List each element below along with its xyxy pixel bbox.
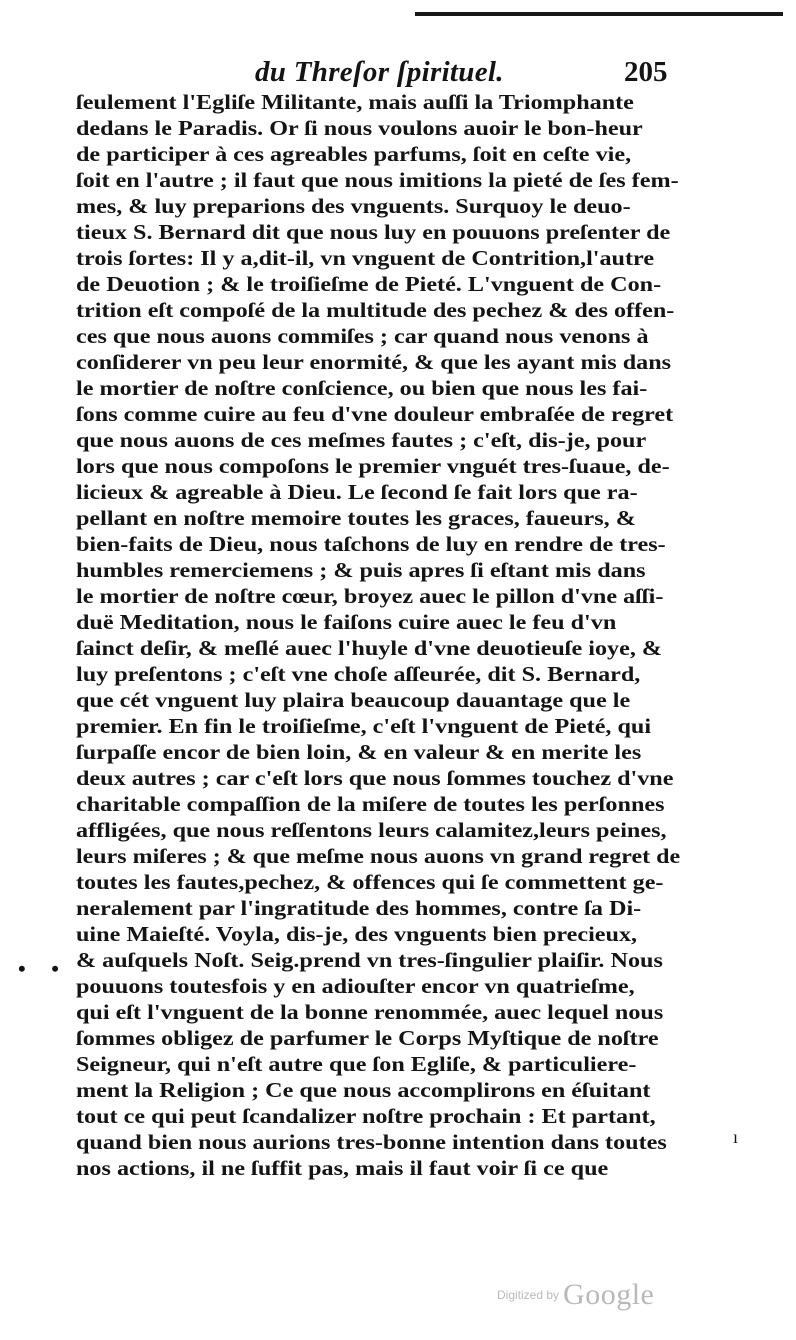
watermark-brand: Google: [563, 1278, 655, 1311]
text-line: bien-faits de Dieu, nous taſchons de luy en rendre de tres-: [76, 532, 666, 556]
text-line: trition eſt compoſé de la multitude des pechez & des offen-: [76, 298, 675, 322]
text-line: luy preſentons ; c'eſt vne choſe aſſeurée, dit S. Bernard,: [76, 662, 641, 686]
digitization-watermark: [497, 1278, 654, 1312]
text-line: ſoit en l'autre ; il faut que nous imitions la pieté de ſes fem-: [76, 168, 679, 192]
top-rule: [415, 12, 783, 16]
text-line: que cét vnguent luy plaira beaucoup dauantage que le: [76, 688, 631, 712]
text-line: deux autres ; car c'eſt lors que nous ſommes touchez d'vne: [76, 766, 674, 790]
text-line: charitable compaſſion de la miſere de toutes les perſonnes: [76, 792, 665, 816]
page-header: [0, 48, 796, 94]
text-line: ſons comme cuire au feu d'vne douleur embraſée de regret: [76, 402, 674, 426]
text-line: pellant en noſtre memoire toutes les graces, faueurs, &: [76, 506, 636, 530]
text-line: dedans le Paradis. Or ſi nous voulons auoir le bon-heur: [76, 116, 643, 140]
text-line: le mortier de noſtre cœur, broyez auec le pillon d'vne aſſi-: [76, 584, 664, 608]
watermark-prefix: Digitized by: [497, 1288, 560, 1302]
text-line: de Deuotion ; & le troiſieſme de Pieté. L'vnguent de Con-: [76, 272, 662, 296]
text-line: ſeulement l'Egliſe Militante, mais auſſi la Triomphante: [76, 90, 634, 114]
text-line: toutes les fautes,pechez, & offences qui ſe commettent ge-: [76, 870, 664, 894]
text-line: pouuons toutesfois y en adiouſter encor vn quatrieſme,: [76, 974, 635, 998]
text-line: & auſquels Noſt. Seig.prend vn tres-ſingulier plaiſir. Nous: [76, 948, 663, 972]
text-line: Seigneur, qui n'eſt autre que ſon Egliſe, & particuliere-: [76, 1052, 637, 1076]
text-line: duë Meditation, nous le faiſons cuire auec le feu d'vn: [76, 610, 617, 634]
text-line: nos actions, il ne ſuffit pas, mais il faut voir ſi ce que: [76, 1156, 609, 1180]
text-line: ſurpaſſe encor de bien loin, & en valeur & en merite les: [76, 740, 642, 764]
text-line: le mortier de noſtre conſcience, ou bien que nous les fai-: [76, 376, 648, 400]
text-line: neralement par l'ingratitude des hommes, contre ſa Di-: [76, 896, 642, 920]
page-number: 205: [624, 56, 668, 88]
text-line: leurs miſeres ; & que meſme nous auons vn grand regret de: [76, 844, 681, 868]
text-line: conſiderer vn peu leur enormité, & que les ayant mis dans: [76, 350, 672, 374]
text-line: trois ſortes: Il y a,dit-il, vn vnguent de Contrition,l'autre: [76, 246, 655, 270]
text-line: mes, & luy preparions des vnguents. Surquoy le deuo-: [76, 194, 631, 218]
text-line: tout ce qui peut ſcandalizer noſtre prochain : Et partant,: [76, 1104, 656, 1128]
text-line: licieux & agreable à Dieu. Le ſecond ſe fait lors que ra-: [76, 480, 638, 504]
text-line: que nous auons de ces meſmes fautes ; c'eſt, dis-je, pour: [76, 428, 647, 452]
text-line: humbles remerciemens ; & puis apres ſi eſtant mis dans: [76, 558, 646, 582]
running-title: du Threſor ſpirituel.: [255, 56, 504, 88]
text-line: qui eſt l'vnguent de la bonne renommée, auec lequel nous: [76, 1000, 664, 1024]
text-line: de participer à ces agreables parfums, ſoit en ceſte vie,: [76, 142, 632, 166]
text-line: ſommes obligez de parfumer le Corps Myſtique de noſtre: [76, 1026, 659, 1050]
text-line: premier. En fin le troiſieſme, c'eſt l'vnguent de Pieté, qui: [76, 714, 652, 738]
margin-mark: • •: [18, 956, 69, 981]
text-line: ces que nous auons commiſes ; car quand nous venons à: [76, 324, 649, 348]
text-line: ſainct deſir, & meſlé auec l'huyle d'vne deuotieuſe ioye, &: [76, 636, 663, 660]
text-line: tieux S. Bernard dit que nous luy en pouuons preſenter de: [76, 220, 671, 244]
text-line: uine Maieſté. Voyla, dis-je, des vnguents bien precieux,: [76, 922, 638, 946]
text-line: affligées, que nous reſſentons leurs calamitez,leurs peines,: [76, 818, 667, 842]
text-line: quand bien nous aurions tres-bonne intention dans toutes: [76, 1130, 667, 1154]
stray-mark: ı: [733, 1127, 739, 1147]
text-line: ment la Religion ; Ce que nous accomplirons en éſuitant: [76, 1078, 651, 1102]
text-line: lors que nous compoſons le premier vnguét tres-ſuaue, de-: [76, 454, 670, 478]
